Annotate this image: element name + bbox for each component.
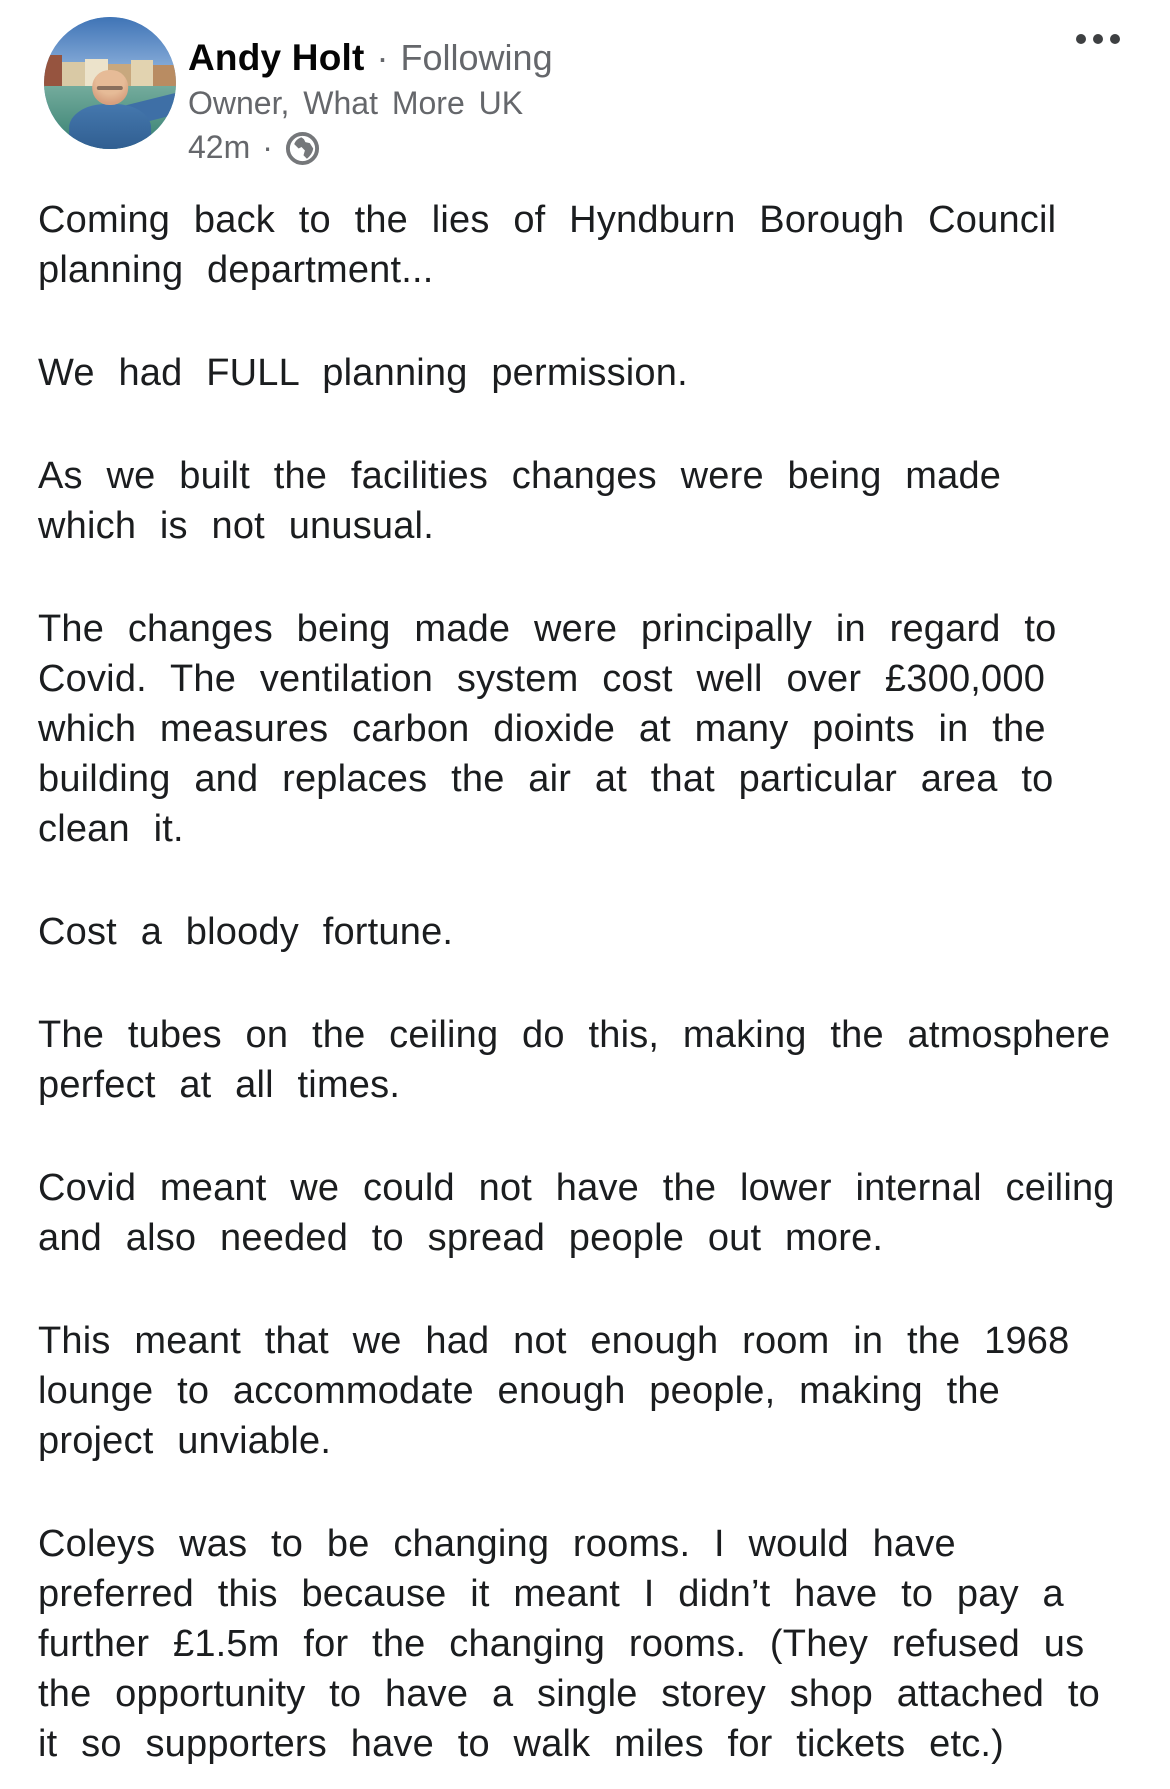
ellipsis-icon — [1093, 34, 1103, 44]
post-timestamp[interactable]: 42m — [188, 129, 251, 165]
post-text-line: the opportunity to have a single storey shop attached to — [38, 1673, 1100, 1715]
author-name[interactable]: Andy Holt — [188, 37, 365, 78]
post-text-line: lounge to accommodate enough people, making the — [38, 1370, 1001, 1412]
name-separator-dot: · — [376, 37, 389, 78]
meta-separator-dot: · — [262, 129, 273, 165]
ellipsis-icon — [1110, 34, 1120, 44]
ellipsis-icon — [1076, 34, 1086, 44]
post-text-line: The changes being made were principally in regard to — [38, 608, 1057, 650]
post-text-line: further £1.5m for the changing rooms. (They refused us — [38, 1623, 1085, 1665]
avatar-person-torso — [69, 104, 151, 149]
post-paragraph — [38, 348, 1132, 398]
post-text-line: Coleys was to be changing rooms. I would have — [38, 1523, 956, 1565]
post-text-line: it so supporters have to walk miles for tickets etc.) — [38, 1723, 1005, 1765]
post-body — [0, 195, 1170, 1789]
post-text-line: preferred this because it meant I didn’t have to pay a — [38, 1573, 1064, 1615]
post-text-line: building and replaces the air at that particular area to — [38, 758, 1054, 800]
post-text-line: Covid meant we could not have the lower internal ceiling — [38, 1167, 1115, 1209]
post-header — [0, 0, 1170, 169]
post-paragraph — [38, 195, 1132, 295]
avatar-building — [153, 65, 176, 87]
post-menu-button[interactable] — [1072, 24, 1124, 54]
avatar-building — [62, 62, 85, 87]
post-text-line: Covid. The ventilation system cost well over £300,000 — [38, 658, 1046, 700]
post-paragraph — [38, 907, 1132, 957]
avatar-building — [44, 55, 62, 87]
post-header-text — [188, 17, 553, 169]
post-text-line: planning department... — [38, 249, 434, 291]
post-text-line: clean it. — [38, 808, 184, 850]
post-text-line: As we built the facilities changes were being made — [38, 455, 1002, 497]
post-text-line: Coming back to the lies of Hyndburn Borough Council — [38, 199, 1057, 241]
author-subtitle: Owner, What More UK — [188, 85, 524, 121]
author-name-row — [188, 35, 553, 81]
avatar-building — [131, 60, 154, 87]
post-paragraph — [38, 604, 1132, 854]
post-paragraph — [38, 451, 1132, 551]
following-status[interactable]: Following — [400, 37, 553, 78]
avatar-person-glasses — [97, 86, 123, 89]
post-paragraph — [38, 1519, 1132, 1769]
post-text-line: Cost a bloody fortune. — [38, 911, 454, 953]
post-text-line: and also needed to spread people out more. — [38, 1217, 884, 1259]
post-paragraph — [38, 1163, 1132, 1263]
globe-icon — [285, 131, 320, 166]
post-paragraph — [38, 1316, 1132, 1466]
post-text-line: The tubes on the ceiling do this, making the atmosphere — [38, 1014, 1111, 1056]
post-text-line: perfect at all times. — [38, 1064, 401, 1106]
post-text-line: We had FULL planning permission. — [38, 352, 688, 394]
post-meta-row — [188, 125, 553, 169]
post-text-line: project unviable. — [38, 1420, 332, 1462]
post-text-line: which measures carbon dioxide at many points in the — [38, 708, 1046, 750]
post-text-line: which is not unusual. — [38, 505, 434, 547]
post-paragraph — [38, 1010, 1132, 1110]
profile-avatar[interactable] — [44, 17, 176, 149]
post-text-line: This meant that we had not enough room in the 1968 — [38, 1320, 1070, 1362]
